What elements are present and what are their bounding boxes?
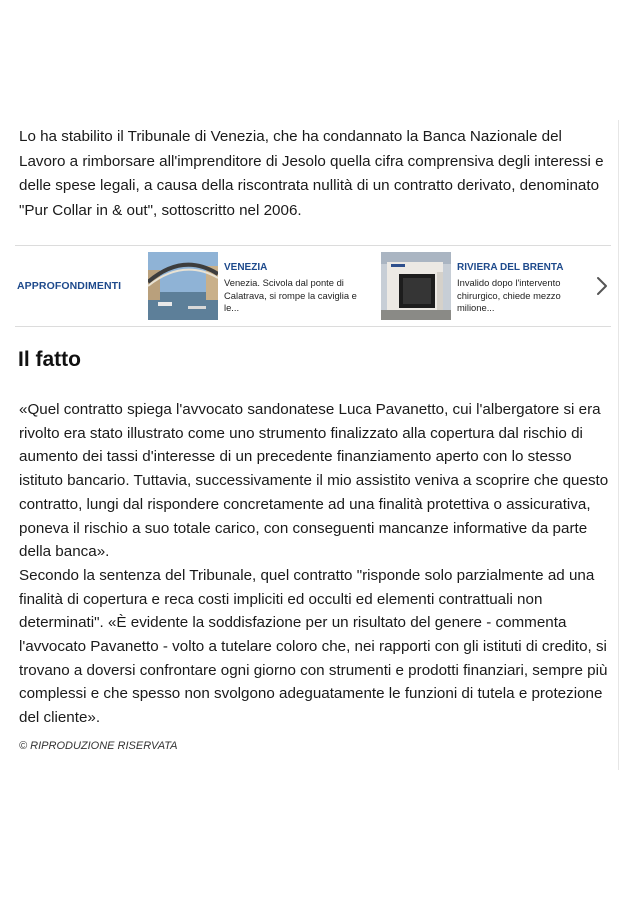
related-card-venezia[interactable] <box>148 252 373 320</box>
copyright-notice: © RIPRODUZIONE RISERVATA <box>19 740 178 752</box>
section-heading: Il fatto <box>18 348 81 371</box>
article-paragraph: «Quel contratto spiega l'avvocato sandonatese Luca Pavanetto, cui l'albergatore si era rivolto era stato illustrato come uno strumento finalizzato alla copertura dal rischio di aumento dei tassi d'interesse di un precedente finanziamento aperto con lo stesso istituto bancario. Tuttavia, successivamente il mio assistito veniva a scoprire che questo contratto, lungi dal rispondere concretamente ad una finalità protettiva o assicurativa, poneva il rischio a suo totale carico, con conseguenti mancanze informative da parte della banca». <box>19 401 609 561</box>
article-body <box>19 398 613 730</box>
article-paragraph: Secondo la sentenza del Tribunale, quel contratto "risponde solo parzialmente ad una finalità di copertura e reca costi impliciti ed occulti ed elementi contrattuali non determinati". «È evidente la soddisfazione per un risultato del genere - commenta l'avvocato Pavanetto - volto a tutelare coloro che, nei rapporti con gli istituti di credito, si trovano a doversi confrontare ogni giorno con strumenti e prodotti finanziari, sempre più complessi e che spesso non svolgono adeguatamente le funzioni di tutela e protezione del cliente». <box>19 566 608 727</box>
related-card-title[interactable]: Venezia. Scivola dal ponte di Calatrava, si rompe la caviglia e le... <box>224 277 357 313</box>
related-thumbnail-bridge[interactable] <box>148 252 218 320</box>
column-divider <box>618 120 619 770</box>
related-card-title[interactable]: Invalido dopo l'intervento chirurgico, chiede mezzo milione... <box>457 277 561 313</box>
related-label: APPROFONDIMENTI <box>17 280 122 292</box>
chevron-right-icon[interactable] <box>595 276 609 296</box>
article-intro: Lo ha stabilito il Tribunale di Venezia, che ha condannato la Banca Nazionale del Lavoro a rimborsare all'imprenditore di Jesolo quella cifra comprensiva degli interessi e delle spese legali, a causa della riscontrata nullità di un contratto derivato, denominato "Pur Collar in & out", sottoscritto nel 2006. <box>19 128 604 219</box>
related-thumbnail-building[interactable] <box>381 252 451 320</box>
related-card-section[interactable]: VENEZIA <box>224 262 268 273</box>
related-card-text <box>224 262 366 315</box>
related-articles-strip <box>15 245 611 327</box>
related-card-section[interactable]: RIVIERA DEL BRENTA <box>457 262 564 273</box>
related-card-riviera[interactable] <box>381 252 595 320</box>
related-card-text <box>457 262 599 315</box>
